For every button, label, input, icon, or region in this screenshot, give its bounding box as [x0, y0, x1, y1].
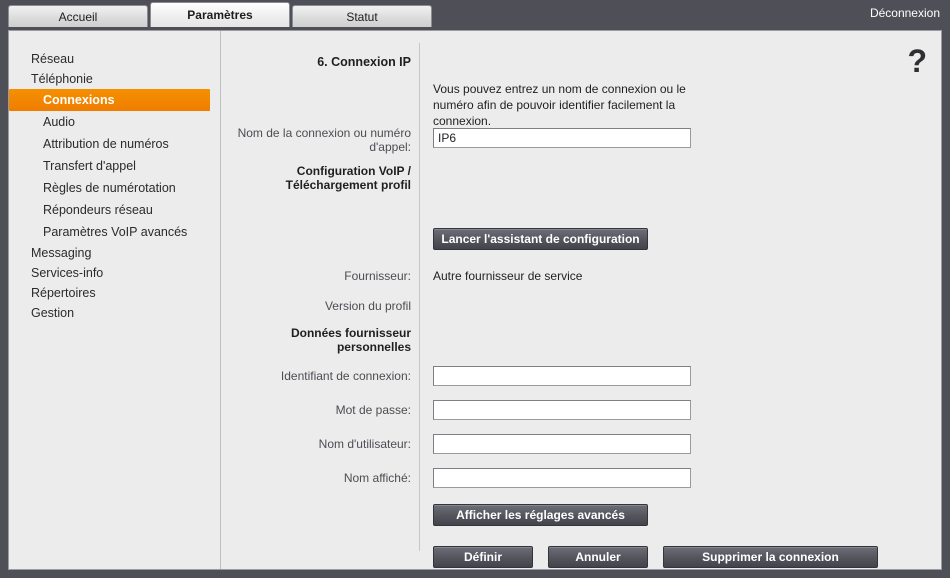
set-button[interactable]: Définir — [433, 546, 533, 568]
provider-label: Fournisseur: — [344, 269, 411, 283]
sidebar-item-transfert-appel[interactable]: Transfert d'appel — [43, 159, 136, 173]
password-label: Mot de passe: — [335, 403, 411, 417]
sidebar-item-messaging[interactable]: Messaging — [31, 246, 92, 260]
sidebar-item-reseau[interactable]: Réseau — [31, 52, 75, 66]
delete-connection-button[interactable]: Supprimer la connexion — [663, 546, 878, 568]
sidebar-item-parametres-voip-avances[interactable]: Paramètres VoIP avancés — [43, 225, 188, 239]
voip-config-label: Configuration VoIP / Téléchargement profil — [285, 164, 411, 192]
intro-text: Vous pouvez entrez un nom de connexion ou le numéro afin de pouvoir identifier facilement la connexion. — [433, 82, 686, 128]
profile-version-label: Version du profil — [324, 299, 411, 313]
connection-name-input[interactable] — [433, 128, 691, 148]
top-bar — [0, 0, 950, 30]
display-name-label: Nom affiché: — [343, 471, 411, 485]
login-id-field[interactable] — [433, 366, 691, 386]
sidebar-item-audio[interactable]: Audio — [43, 115, 75, 129]
password-field[interactable] — [433, 400, 691, 420]
sidebar-item-regles-numerotation[interactable]: Règles de numérotation — [43, 181, 176, 195]
tab-accueil[interactable]: Accueil — [8, 5, 148, 27]
tab-statut[interactable]: Statut — [292, 5, 432, 27]
show-advanced-settings-button[interactable]: Afficher les réglages avancés — [433, 504, 648, 526]
help-icon[interactable]: ? — [907, 43, 927, 79]
sidebar-item-gestion[interactable]: Gestion — [31, 306, 75, 320]
sidebar-item-repertoires[interactable]: Répertoires — [31, 286, 96, 300]
sidebar-item-connexions[interactable]: Connexions — [9, 89, 210, 111]
personal-provider-data-label: Données fournisseur personnelles — [290, 326, 411, 354]
login-id-label: Identifiant de connexion: — [280, 369, 411, 383]
provider-value: Autre fournisseur de service — [433, 269, 583, 283]
username-label: Nom d'utilisateur: — [318, 437, 411, 451]
connection-name-label: Nom de la connexion ou numéro d'appel: — [237, 126, 411, 154]
cancel-button[interactable]: Annuler — [548, 546, 648, 568]
content-panel — [8, 30, 942, 570]
start-config-wizard-button[interactable]: Lancer l'assistant de configuration — [433, 228, 648, 250]
logout-link[interactable]: Déconnexion — [869, 6, 940, 20]
divider — [419, 43, 420, 551]
sidebar-item-services-info[interactable]: Services-info — [31, 266, 104, 280]
sidebar-item-telephonie[interactable]: Téléphonie — [31, 72, 93, 86]
tab-parametres[interactable]: Paramètres — [150, 2, 290, 27]
sidebar — [9, 31, 221, 569]
page-title: 6. Connexion IP — [317, 55, 411, 69]
sidebar-item-repondeurs-reseau[interactable]: Répondeurs réseau — [43, 203, 153, 217]
sidebar-item-attribution-numeros[interactable]: Attribution de numéros — [43, 137, 169, 151]
display-name-field[interactable] — [433, 468, 691, 488]
username-field[interactable] — [433, 434, 691, 454]
tab-bar — [8, 5, 432, 27]
main-pane — [221, 31, 941, 569]
